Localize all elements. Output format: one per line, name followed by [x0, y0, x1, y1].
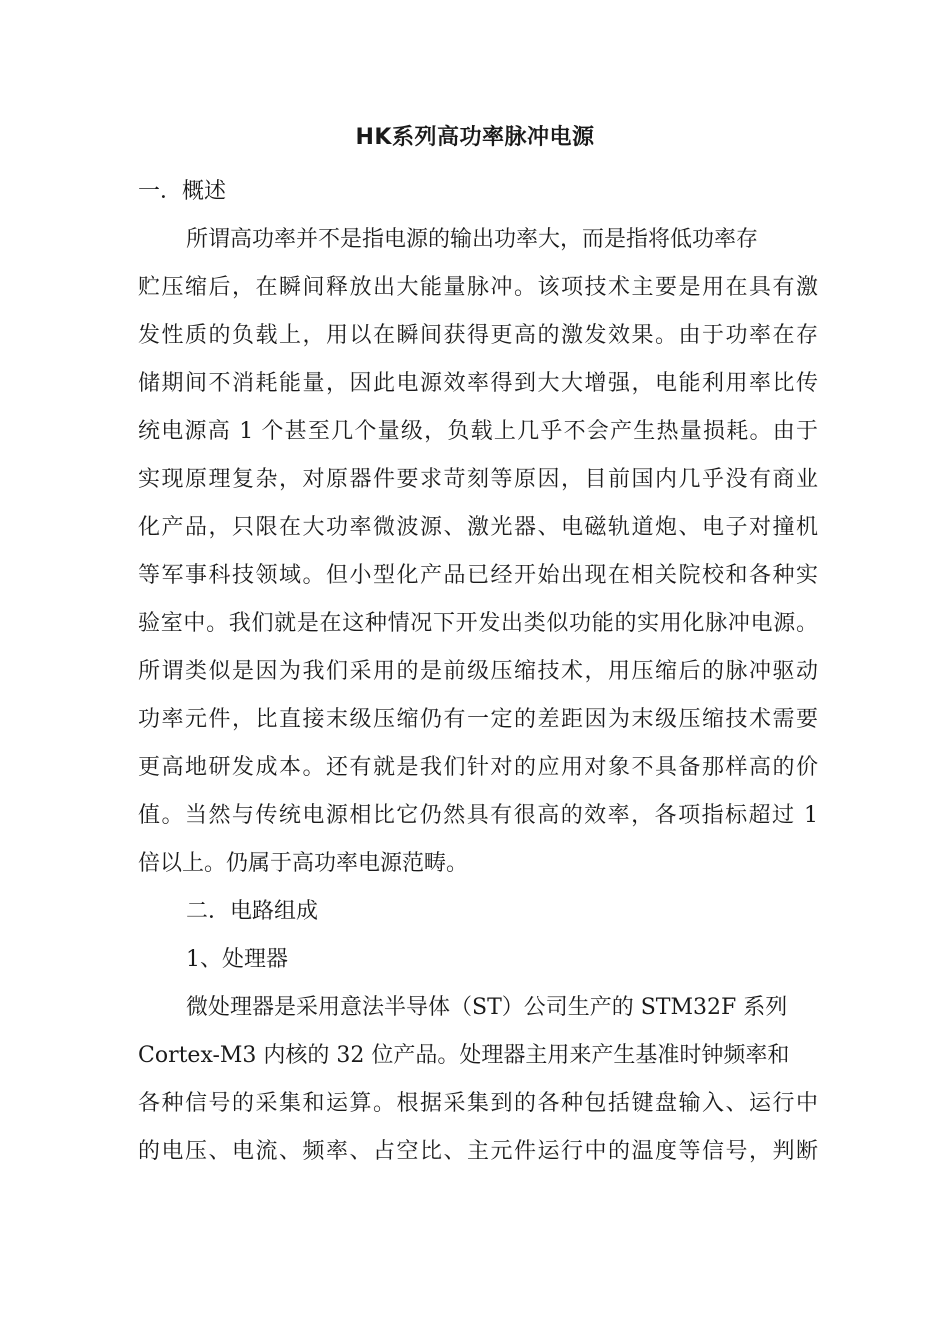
paragraph-line: 等军事科技领域。但小型化产品已经开始出现在相关院校和各种实: [138, 563, 818, 588]
paragraph-line: 所谓高功率并不是指电源的输出功率大，而是指将低功率存: [186, 227, 759, 252]
paragraph-line: Cortex-M3 内核的 32 位产品。处理器主用来产生基准时钟频率和: [138, 1043, 790, 1068]
document-title: HK系列高功率脉冲电源: [355, 125, 595, 150]
paragraph-line: 值。当然与传统电源相比它仍然具有很高的效率，各项指标超过 1: [138, 803, 818, 828]
paragraph-line: 储期间不消耗能量，因此电源效率得到大大增强，电能利用率比传: [138, 371, 818, 396]
paragraph-line: 所谓类似是因为我们采用的是前级压缩技术，用压缩后的脉冲驱动: [138, 659, 818, 684]
paragraph-line: 贮压缩后，在瞬间释放出大能量脉冲。该项技术主要是用在具有激: [138, 275, 818, 300]
paragraph-line: 功率元件，比直接末级压缩仍有一定的差距因为末级压缩技术需要: [138, 707, 818, 732]
paragraph-line: 微处理器是采用意法半导体（ST）公司生产的 STM32F 系列: [186, 995, 788, 1020]
paragraph-line: 统电源高 1 个甚至几个量级，负载上几乎不会产生热量损耗。由于: [138, 419, 818, 444]
subsection-heading-processor: 1、处理器: [186, 947, 288, 972]
section-heading-overview: 一．概述: [138, 179, 227, 204]
paragraph-line: 化产品，只限在大功率微波源、激光器、电磁轨道炮、电子对撞机: [138, 515, 818, 540]
section-heading-circuit: 二．电路组成: [186, 899, 319, 924]
paragraph-line: 验室中。我们就是在这种情况下开发出类似功能的实用化脉冲电源。: [138, 611, 818, 636]
paragraph-line: 倍以上。仍属于高功率电源范畴。: [138, 851, 469, 876]
paragraph-line: 的电压、电流、频率、占空比、主元件运行中的温度等信号，判断: [138, 1139, 818, 1164]
paragraph-line: 发性质的负载上，用以在瞬间获得更高的激发效果。由于功率在存: [138, 323, 818, 348]
paragraph-line: 各种信号的采集和运算。根据采集到的各种包括键盘输入、运行中: [138, 1091, 818, 1116]
paragraph-line: 更高地研发成本。还有就是我们针对的应用对象不具备那样高的价: [138, 755, 818, 780]
paragraph-line: 实现原理复杂，对原器件要求苛刻等原因，目前国内几乎没有商业: [138, 467, 818, 492]
